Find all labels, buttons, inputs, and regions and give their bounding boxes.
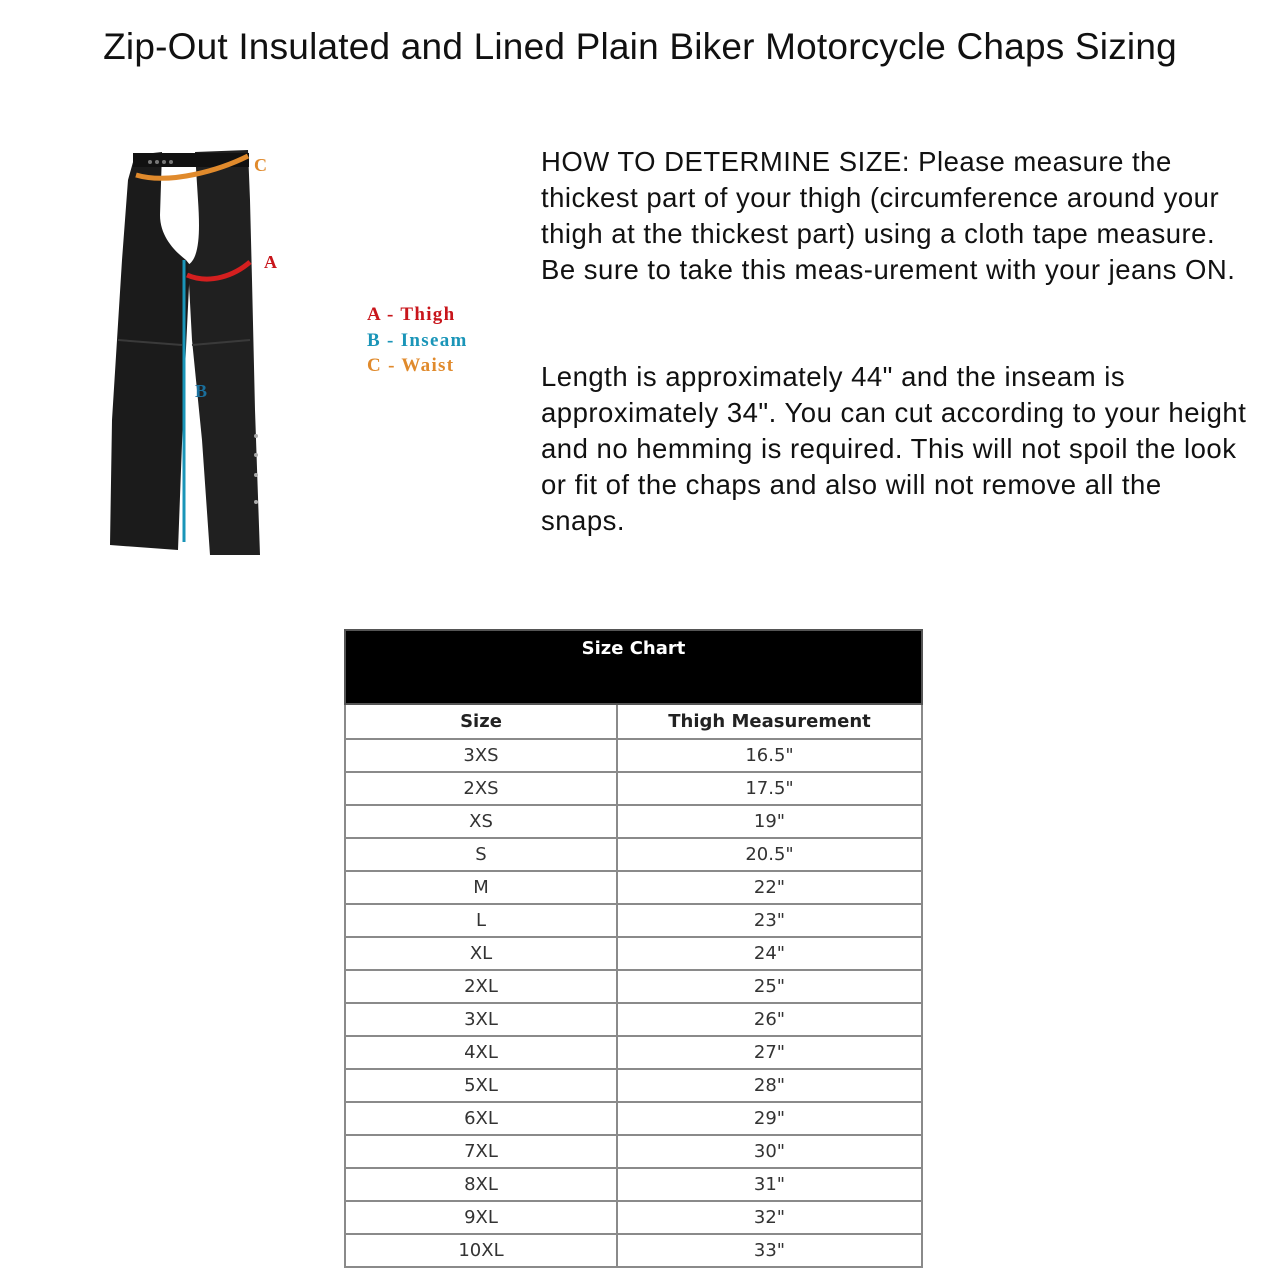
thigh-cell: 22" (617, 871, 922, 904)
table-row (345, 1003, 922, 1036)
thigh-cell: 19" (617, 805, 922, 838)
table-row (345, 871, 922, 904)
table-row (345, 970, 922, 1003)
size-cell: 7XL (345, 1135, 617, 1168)
size-cell: S (345, 838, 617, 871)
size-cell: 8XL (345, 1168, 617, 1201)
thigh-cell: 23" (617, 904, 922, 937)
table-row (345, 1135, 922, 1168)
thigh-cell: 32" (617, 1201, 922, 1234)
legend-thigh: A - Thigh (367, 304, 456, 325)
thigh-cell: 25" (617, 970, 922, 1003)
legend-waist: C - Waist (367, 355, 455, 376)
thigh-cell: 27" (617, 1036, 922, 1069)
size-chart-caption: Size Chart (345, 630, 922, 704)
thigh-marker: A (264, 252, 277, 272)
chaps-left-leg (110, 152, 190, 550)
length-info-paragraph: Length is approximately 44" and the inseam is approximately 34". You can cut according to your height and no hemming is required. This will not spoil the look or fit of the chaps and also will not remove all the snaps. (541, 361, 1247, 536)
table-row (345, 838, 922, 871)
thigh-cell: 28" (617, 1069, 922, 1102)
size-cell: 6XL (345, 1102, 617, 1135)
column-header-size: Size (345, 704, 617, 739)
column-header-thigh: Thigh Measurement (617, 704, 922, 739)
thigh-cell: 33" (617, 1234, 922, 1267)
table-row (345, 937, 922, 970)
thigh-cell: 17.5" (617, 772, 922, 805)
table-row (345, 772, 922, 805)
size-cell: XS (345, 805, 617, 838)
size-cell: 2XS (345, 772, 617, 805)
size-cell: L (345, 904, 617, 937)
size-cell: 5XL (345, 1069, 617, 1102)
thigh-cell: 16.5" (617, 739, 922, 772)
thigh-cell: 29" (617, 1102, 922, 1135)
table-row (345, 1102, 922, 1135)
waist-marker: C (254, 155, 267, 175)
table-row (345, 1201, 922, 1234)
how-to-size-paragraph: HOW TO DETERMINE SIZE: Please measure the thickest part of your thigh (circumference around your thigh at the thickest part) using a cloth tape measure. Be sure to take this meas-urement with your jeans ON. (541, 146, 1236, 285)
size-cell: M (345, 871, 617, 904)
thigh-cell: 31" (617, 1168, 922, 1201)
table-row (345, 1069, 922, 1102)
page-title: Zip-Out Insulated and Lined Plain Biker Motorcycle Chaps Sizing (103, 26, 1177, 67)
size-cell: 3XS (345, 739, 617, 772)
size-cell: 2XL (345, 970, 617, 1003)
size-cell: XL (345, 937, 617, 970)
table-row (345, 739, 922, 772)
size-cell: 9XL (345, 1201, 617, 1234)
table-row (345, 904, 922, 937)
size-chart-table (344, 629, 923, 1268)
table-row (345, 1036, 922, 1069)
thigh-cell: 26" (617, 1003, 922, 1036)
size-cell: 3XL (345, 1003, 617, 1036)
thigh-cell: 24" (617, 937, 922, 970)
size-cell: 10XL (345, 1234, 617, 1267)
thigh-cell: 30" (617, 1135, 922, 1168)
table-row (345, 1168, 922, 1201)
legend-inseam: B - Inseam (367, 329, 468, 351)
measurement-legend (367, 302, 468, 379)
table-row (345, 805, 922, 838)
size-cell: 4XL (345, 1036, 617, 1069)
thigh-cell: 20.5" (617, 838, 922, 871)
chaps-right-leg (188, 150, 260, 555)
inseam-marker: B (195, 381, 208, 401)
table-row (345, 1234, 922, 1267)
